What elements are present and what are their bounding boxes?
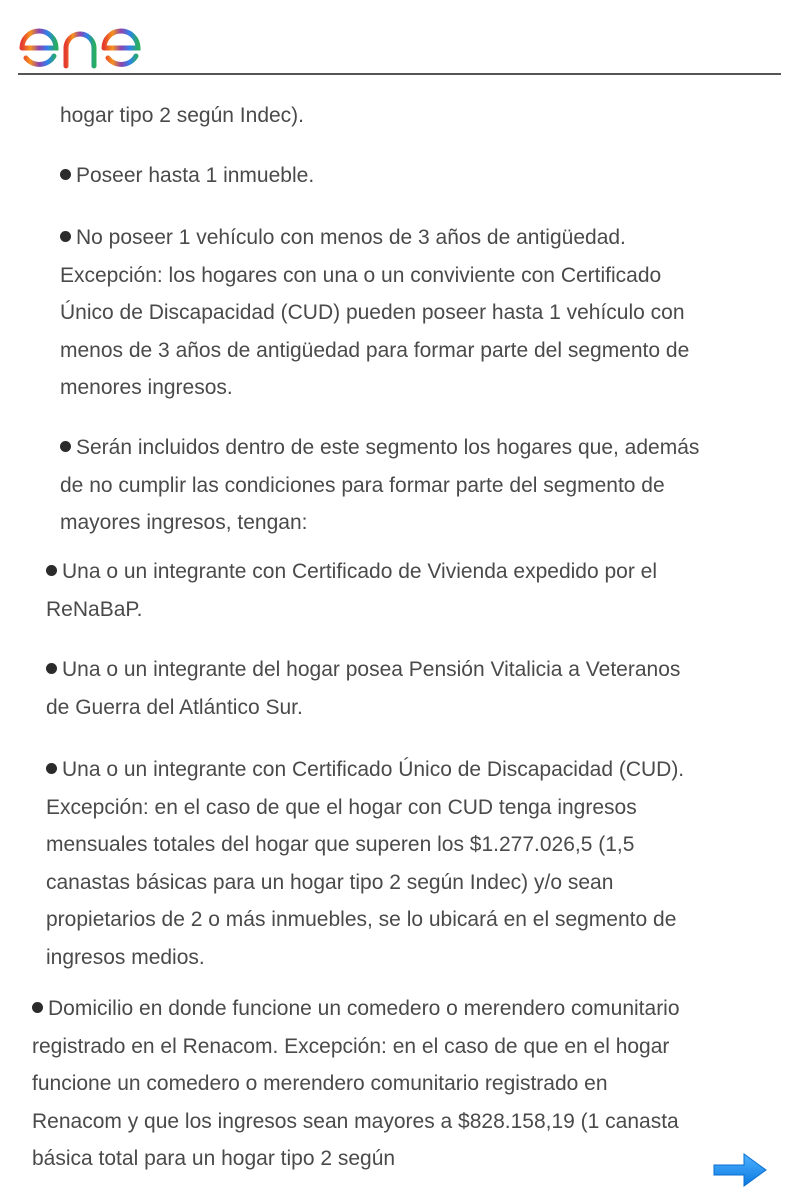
bullet-icon (32, 1002, 43, 1013)
bullet-item: Poseer hasta 1 inmueble. (60, 157, 720, 195)
bullet-item: Una o un integrante con Certificado de Vivienda expedido por el ReNaBaP. (46, 560, 658, 621)
bullet-icon (46, 663, 57, 674)
bullet-item: Domicilio en donde funcione un comedero o merendero comunitario registrado en el Renacom. Excepción: en el caso de que en el hogar funcione un comedero o merendero comunitario registrado en Renacom y que los ingresos sean mayores a $828.158,19 (1 canasta básica total para un hogar tipo 2 según (32, 997, 680, 1170)
bullet-icon (60, 231, 71, 242)
enel-logo[interactable] (16, 8, 181, 70)
bullet-item: Serán incluidos dentro de este segmento los hogares que, además de no cumplir las condiciones para formar parte del segmento de mayores ingresos, tengan: (60, 436, 700, 534)
paragraph-continued: hogar tipo 2 según Indec). (60, 104, 305, 127)
bullet-item: Una o un integrante del hogar posea Pensión Vitalicia a Veteranos de Guerra del Atlántico Sur. (46, 658, 681, 719)
arrow-right-icon[interactable] (712, 1150, 768, 1190)
eligibility-content (0, 76, 800, 1200)
bullet-icon (60, 169, 71, 180)
bullet-item: No poseer 1 vehículo con menos de 3 años de antigüedad. Excepción: los hogares con una o un conviviente con Certificado Único de Discapacidad (CUD) pueden poseer hasta 1 vehículo con menos de 3 años de antigüedad para formar parte del segmento de menores ingresos. (60, 226, 690, 399)
page-header (0, 0, 800, 76)
bullet-icon (46, 565, 57, 576)
bullet-item: Una o un integrante con Certificado Único de Discapacidad (CUD). Excepción: en el caso de que el hogar con CUD tenga ingresos mensuales totales del hogar que superen los $1.277.026,5 (1,5 canastas básicas para un hogar tipo 2 según Indec) y/o sean propietarios de 2 o más inmuebles, se lo ubicará en el segmento de ingresos medios. (46, 758, 685, 969)
bullet-icon (60, 441, 71, 452)
header-divider (18, 73, 781, 75)
bullet-icon (46, 763, 57, 774)
